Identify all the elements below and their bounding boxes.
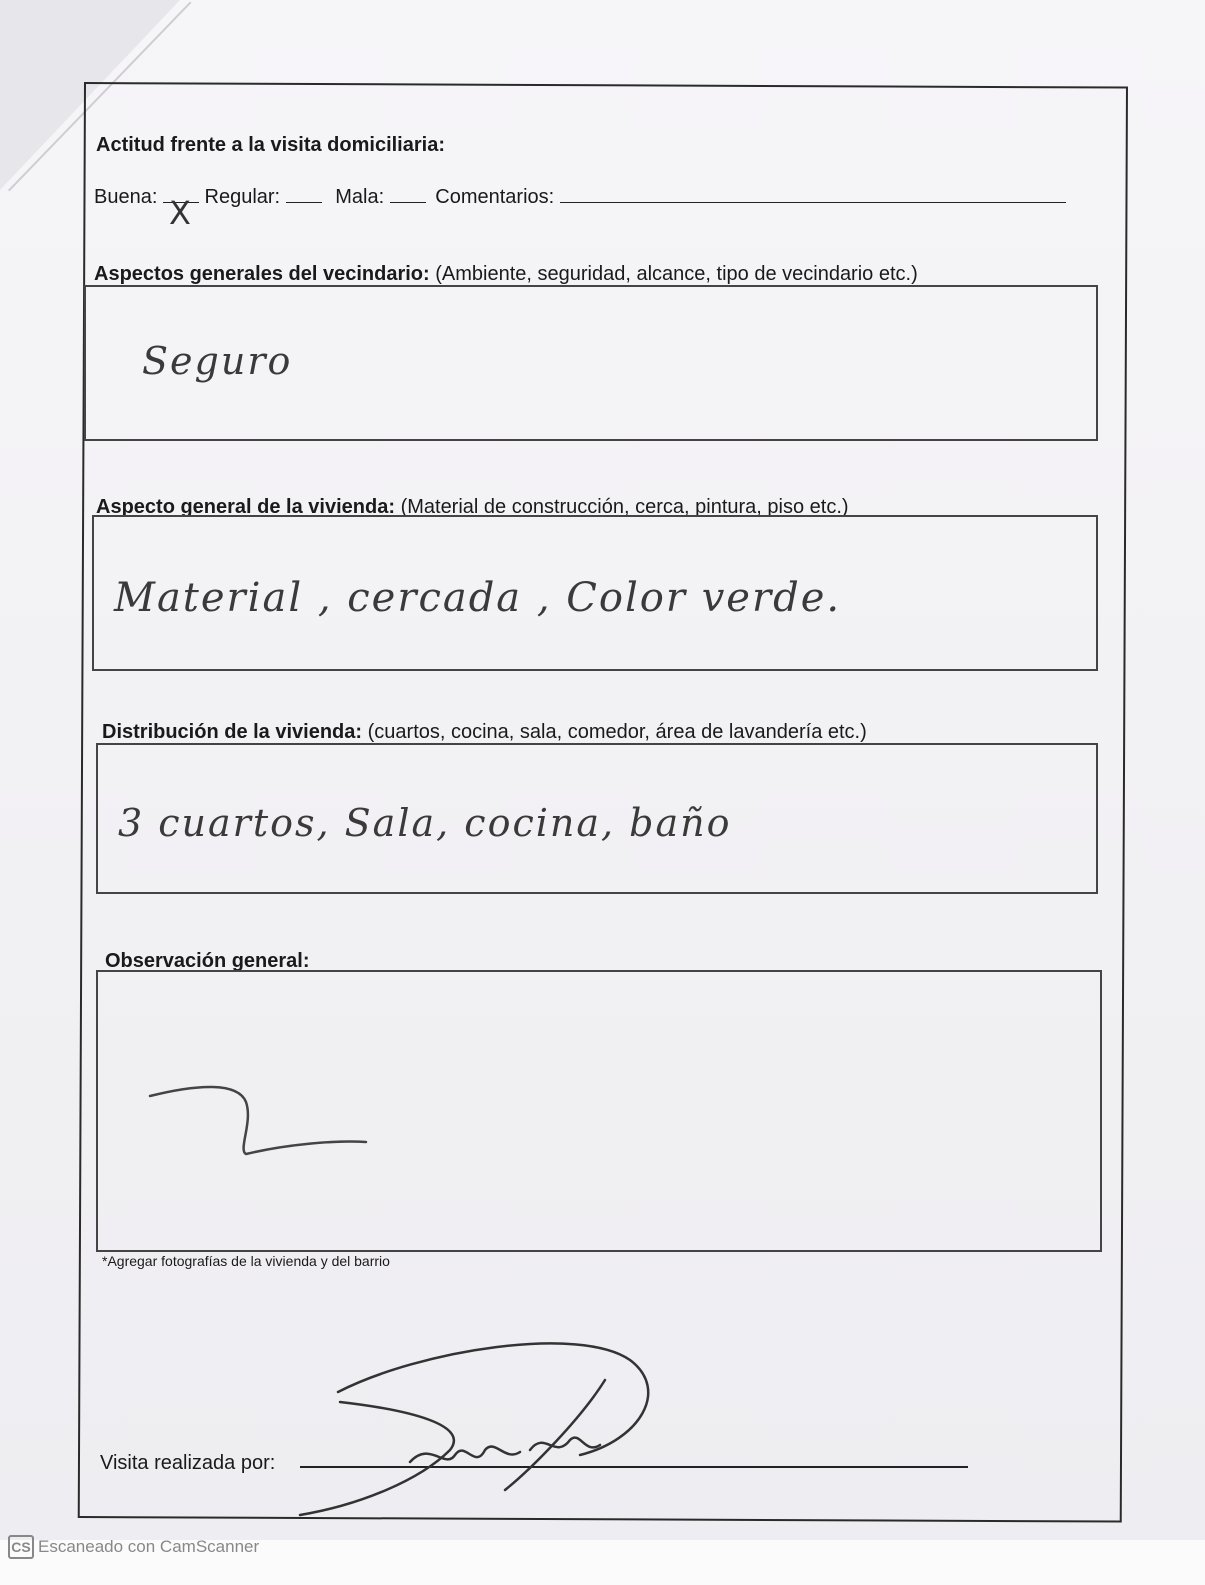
observation-title: Observación general: (105, 950, 310, 972)
camscanner-logo: CS (8, 1535, 34, 1559)
neighborhood-heading (94, 263, 918, 286)
observation-box[interactable] (96, 970, 1102, 1252)
signature-label: Visita realizada por: (100, 1452, 276, 1474)
mala-label: Mala: (335, 186, 385, 208)
neighborhood-title: Aspectos generales del vecindario: (94, 263, 430, 285)
comentarios-label: Comentarios: (435, 186, 555, 208)
mala-field[interactable] (390, 202, 426, 203)
housing-distribution-handwriting: 3 cuartos, Sala, cocina, baño (118, 801, 732, 845)
regular-field[interactable] (286, 202, 322, 203)
attitude-options (94, 186, 1066, 232)
housing-aspect-title: Aspecto general de la vivienda: (96, 496, 395, 518)
neighborhood-box[interactable] (84, 285, 1098, 441)
neighborhood-hint: (Ambiente, seguridad, alcance, tipo de vecindario etc.) (435, 263, 918, 285)
buena-check-mark: X (168, 194, 191, 232)
comentarios-field[interactable] (560, 202, 1066, 203)
photo-note: *Agregar fotografías de la vivienda y del barrio (102, 1253, 390, 1269)
observation-scribble (98, 972, 1100, 1250)
housing-distribution-title: Distribución de la vivienda: (102, 721, 363, 743)
housing-distribution-box[interactable] (96, 743, 1098, 894)
attitude-title: Actitud frente a la visita domiciliaria: (96, 134, 445, 156)
handwritten-signature (280, 1330, 700, 1530)
housing-distribution-heading (102, 721, 867, 744)
camscanner-text: Escaneado con CamScanner (38, 1537, 260, 1556)
housing-aspect-handwriting: Material , cercada , Color verde. (114, 575, 842, 621)
housing-aspect-box[interactable] (92, 515, 1098, 671)
housing-distribution-hint: (cuartos, cocina, sala, comedor, área de lavandería etc.) (367, 721, 867, 743)
buena-field[interactable] (163, 194, 199, 232)
housing-aspect-hint: (Material de construcción, cerca, pintura, piso etc.) (400, 496, 849, 518)
regular-label: Regular: (204, 186, 281, 208)
buena-label: Buena: (94, 186, 158, 208)
neighborhood-handwriting: Seguro (142, 339, 293, 383)
